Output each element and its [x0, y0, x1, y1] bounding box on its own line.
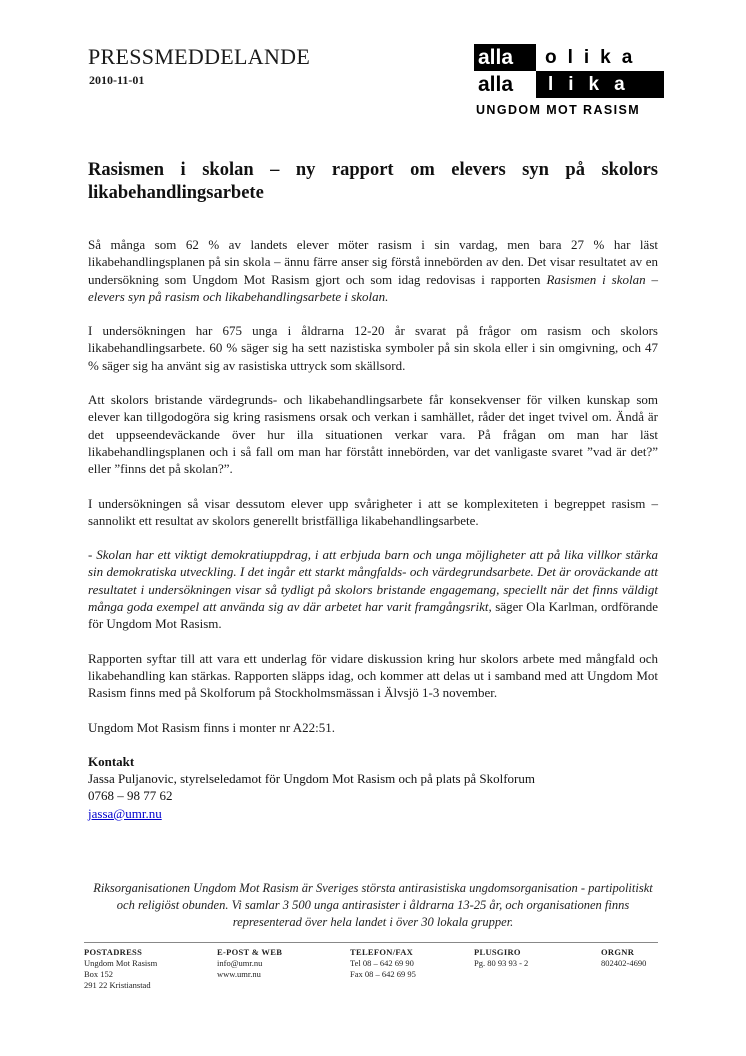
footer-col-line: Pg. 80 93 93 - 2 — [474, 958, 529, 968]
footer-col-plusgiro — [474, 947, 528, 969]
logo-row-olika — [474, 44, 664, 71]
footer-col-heading: E-POST & WEB — [217, 947, 283, 957]
footer-col-line: Fax 08 – 642 69 95 — [350, 969, 416, 979]
footer-col-heading: ORGNR — [601, 947, 635, 957]
paragraph-intro — [88, 236, 658, 305]
contact-section — [88, 753, 658, 822]
footer-col-orgnr — [601, 947, 646, 969]
footer-col-line: 802402-4690 — [601, 958, 647, 968]
footer-col-heading: TELEFON/FAX — [350, 947, 414, 957]
footer-divider — [84, 942, 658, 943]
paragraph-purpose: Rapporten syftar till att vara ett underlag för vidare diskussion kring hur skolors arbete med mångfald och likabehandling kan stärkas. Rapporten släpps idag, och kommer att delas ut i samband med att Ungdom Mot Rasism finns med på Skolforum på Stockholmsmässan i Älvsjö 1-3 november. — [88, 650, 658, 701]
paragraph-booth: Ungdom Mot Rasism finns i monter nr A22:51. — [88, 719, 335, 735]
footer-col-line: info@umr.nu — [217, 958, 263, 968]
footer-col-phone-fax — [350, 947, 416, 980]
footer-col-postal — [84, 947, 157, 991]
organization-logo — [474, 44, 664, 128]
paragraph-intro-text: Så många som 62 % av landets elever möter rasism i sin vardag, men bara 27 % har läst likabehandlingsplanen på sin skola – ännu färre anser sig förstå innebörden av den. Det visar resultatet av en undersökning som Ungdom Mot Rasism gjort och som idag redovisas i rapporten — [88, 237, 658, 287]
footer-col-heading: POSTADRESS — [84, 947, 143, 957]
press-headline: Rasismen i skolan – ny rapport om elevers syn på skolors likabehandlingsarbete — [88, 160, 658, 203]
logo-olika: olika — [536, 44, 664, 71]
logo-subtitle: UNGDOM MOT RASISM — [476, 103, 641, 117]
document-type-title: PRESSMEDDELANDE — [88, 44, 311, 69]
footer-col-email-web — [217, 947, 282, 980]
paragraph-consequences: Att skolors bristande värdegrunds- och likabehandlingsarbete får konsekvenser för vilken kunskap som elever kan tillgodogöra sig kring rasismens orsak och verkan i samhället, råder det inget tvivel om. Ändå är det uppseendeväckande över hur illa situationen verkar vara. På frågan om man har läst likabehandlingsplanen och i så fall om man har förstått innebörden, var det vanligaste svaret ”vad är det?” eller ”finns det på skolan?”. — [88, 392, 658, 477]
release-date: 2010-11-01 — [89, 73, 145, 87]
press-body — [88, 236, 658, 822]
contact-heading: Kontakt — [88, 753, 135, 769]
footer-col-line: www.umr.nu — [217, 969, 261, 979]
footer-col-line: Box 152 — [84, 969, 114, 979]
logo-alla-top: alla — [474, 44, 536, 71]
footer-col-line: Ungdom Mot Rasism — [84, 958, 158, 968]
paragraph-survey: I undersökningen har 675 unga i åldrarna 12-20 år svarat på frågor om rasism och skolors likabehandlingsarbete. 60 % säger sig ha sett nazistiska symboler på sin skola eller i sin omgivning, och 47 % säger sig ha använt sig av rasistiska uttryck som skällsord. — [88, 323, 658, 373]
quote-text: - Skolan har ett viktigt demokratiuppdrag, i att erbjuda barn och unga möjligheter att på lika villkor stärka sin demokratiska utveckling. I det ingår ett starkt mångfalds- och värdegrundsarbete. Det är oroväckande att resultatet i undersökningen visar så tydligt på skolors bristande engagemang, speciellt när det finns väldigt många goda exempel att använda sig av där arbetet har varit framgångsrikt, — [88, 547, 658, 615]
footer-col-heading: PLUSGIRO — [474, 947, 521, 957]
footer-col-line: 291 22 Kristianstad — [84, 980, 151, 990]
logo-lika: lika — [536, 71, 664, 98]
footer-col-line: Tel 08 – 642 69 90 — [350, 958, 414, 968]
logo-alla-bottom: alla — [474, 71, 536, 98]
footer-contact-columns — [84, 947, 658, 1007]
paragraph-complexity: I undersökningen så visar dessutom elever upp svårigheter i att se komplexiteten i begreppet rasism – sannolikt ett resultat av skolors generellt bristfälliga likabehandlingsarbete. — [88, 495, 658, 528]
contact-person: Jassa Puljanovic, styrelseledamot för Ungdom Mot Rasism och på plats på Skolforum — [88, 771, 535, 787]
contact-phone: 0768 – 98 77 62 — [88, 788, 173, 804]
quote-attribution: säger Ola Karlman, ordförande för Ungdom Mot Rasism. — [88, 599, 658, 632]
organization-statement: Riksorganisationen Ungdom Mot Rasism är Sveriges största antirasistiska ungdomsorganisation - partipolitiskt och religiöst obunden. Vi samlar 3 500 unga antirasister i åldrarna 13-25 år, och organisationen finns representerad över hela landet i över 30 lokala grupper. — [93, 881, 653, 929]
contact-email-link[interactable]: jassa@umr.nu — [88, 805, 162, 821]
paragraph-quote — [88, 546, 658, 632]
logo-row-lika — [474, 71, 664, 98]
report-title: Rasismen i skolan – elevers syn på rasism och likabehandlingsarbete i skolan. — [88, 271, 658, 304]
